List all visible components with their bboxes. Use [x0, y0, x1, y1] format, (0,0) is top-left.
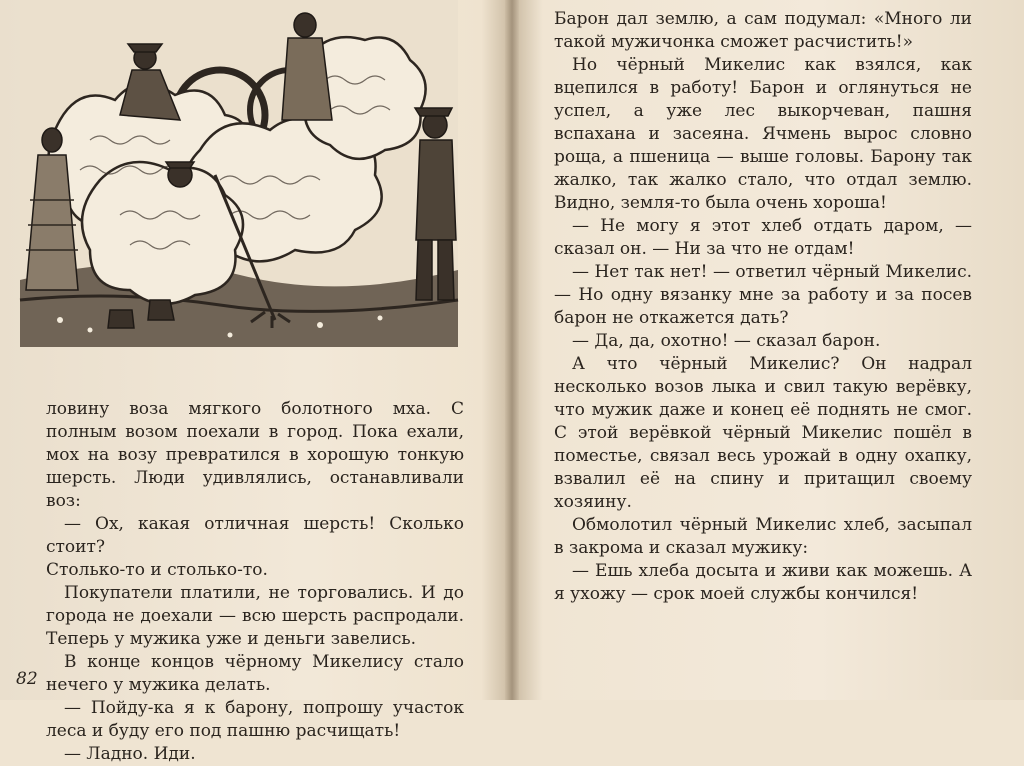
paragraph: ловину воза мягкого болотного мха. С полным возом поехали в город. Пока ехали, мох на возу превратился в хорошую тонкую шерсть. Люди удивлялись, останавливали воз:: [46, 399, 464, 511]
right-page: [514, 0, 1024, 700]
paragraph: А что чёрный Микелис? Он надрал несколько возов лыка и свил такую верёвку, что мужик даже и конец её поднять не смог. С этой верёвкой чёрный Микелис пошёл в поместье, связал весь урожай в одну охапку, взвалил её на спину и притащил своему хозяину.: [554, 354, 972, 512]
paragraph: — Ешь хлеба досыта и живи как можешь. А я ухожу — срок моей службы кончился!: [554, 561, 972, 604]
left-page-text: [46, 398, 464, 766]
page-number: 82: [16, 669, 38, 689]
left-page: [0, 0, 510, 764]
paragraph: — Пойду-ка я к барону, попрошу участок леса и буду его под пашню расчищать!: [46, 698, 464, 741]
paragraph: — Ладно. Иди.: [64, 744, 196, 764]
paragraph: Обмолотил чёрный Микелис хлеб, засыпал в закрома и сказал мужику:: [554, 515, 972, 558]
illustration-harvest: [20, 0, 458, 347]
paragraph: Но чёрный Микелис как взялся, как вцепился в работу! Барон и оглянуться не успел, а уже лес выкорчеван, пашня вспахана и засеяна. Ячмень вырос словно роща, а пшеница — выше головы. Барону так жалко, так жалко стало, что отдал землю. Видно, земля-то была очень хороша!: [554, 55, 972, 213]
harvest-drawing: [20, 0, 458, 347]
paragraph: Барон дал землю, а сам подумал: «Много ли такой мужичонка сможет расчистить!»: [554, 9, 972, 52]
paragraph: — Нет так нет! — ответил чёрный Микелис. — Но одну вязанку мне за работу и за посев барон не откажется дать?: [554, 262, 972, 328]
paragraph: — Не могу я этот хлеб отдать даром, — сказал он. — Ни за что не отдам!: [554, 216, 972, 259]
paragraph: — Да, да, охотно! — сказал барон.: [572, 331, 881, 351]
right-page-text: [554, 8, 972, 606]
paragraph: — Ох, какая отличная шерсть! Сколько стоит?: [46, 514, 464, 557]
paragraph: Столько-то и столько-то.: [46, 560, 268, 580]
paragraph: В конце концов чёрному Микелису стало нечего у мужика делать.: [46, 652, 464, 695]
paragraph: Покупатели платили, не торговались. И до города не доехали — всю шерсть распродали. Теперь у мужика уже и деньги завелись.: [46, 583, 464, 649]
